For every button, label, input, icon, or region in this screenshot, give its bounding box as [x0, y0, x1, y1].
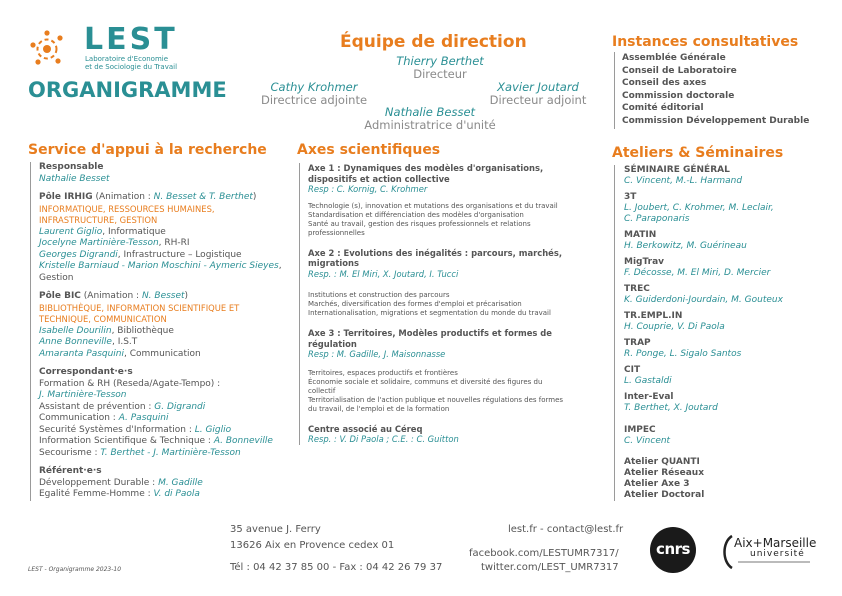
correspondent-line	[39, 436, 294, 448]
staff-name: Isabelle Dourilin	[39, 325, 112, 336]
staff-line	[39, 261, 294, 273]
pole-irhig	[39, 192, 294, 204]
staff-role: , Informatique	[102, 226, 166, 237]
deputy-director-1-role: Directrice adjointe	[260, 93, 368, 107]
axe-2-topic: Internationalisation, migrations et segmentation du monde du travail	[308, 309, 551, 317]
atelier-item: Atelier Doctoral	[624, 490, 705, 500]
correspondent-line	[39, 402, 294, 414]
staff-role: , RH-RI	[158, 238, 190, 248]
axe-2-topic: Institutions et construction des parcours	[308, 291, 450, 299]
lest-logo	[28, 22, 188, 76]
seminar-name: SÉMINAIRE GÉNÉRAL	[624, 165, 730, 175]
ateliers-title: Ateliers & Séminaires	[612, 145, 784, 161]
cnrs-logo	[650, 527, 696, 573]
axe-3-topic: Territoires, espaces productifs et frontières	[308, 368, 458, 377]
pole-irhig-animators: N. Besset & T. Berthet	[153, 192, 253, 202]
axe-1-title: Axe 1 : Dynamiques des modèles d'organisations,	[308, 163, 544, 173]
address-line-1: 35 avenue J. Ferry	[230, 524, 321, 535]
pole-bic-label: Pôle BIC	[39, 291, 81, 301]
atelier-item: Atelier QUANTI	[624, 457, 700, 467]
axes-title: Axes scientifiques	[297, 142, 441, 158]
deputy-director-1	[252, 81, 376, 107]
director-name: Thierry Berthet	[396, 54, 484, 68]
atelier-item: Atelier Réseaux	[624, 468, 704, 478]
staff-role: Gestion	[39, 272, 74, 283]
unit-administrator	[350, 106, 510, 132]
service-column	[30, 162, 294, 501]
pole-bic-animators: N. Besset	[141, 291, 185, 301]
amu-logo-text-2: université	[750, 549, 805, 559]
staff-line	[39, 326, 294, 338]
axe-1-topic: professionnelles	[308, 228, 365, 237]
correspondent-name: L. Giglio	[194, 424, 232, 435]
seminar-name: 3T	[624, 192, 637, 202]
seminar-name: TR.EMPL.IN	[624, 311, 683, 321]
axe-3-title: régulation	[308, 338, 357, 349]
instance-item: Commission Développement Durable	[622, 115, 810, 126]
axe-1-topic: Standardisation et différenciation des modèles d'organisation	[308, 210, 524, 219]
seminar-members: L. Gastaldi	[624, 376, 672, 386]
staff-role: , Communication	[124, 348, 201, 359]
pole-bic-domains: TECHNIQUE, COMMUNICATION	[39, 314, 167, 324]
amu-arc-icon	[720, 534, 734, 570]
amu-logo-text-1: Aix+Marseille	[734, 536, 817, 550]
seminar-members: F. Décosse, M. El Miri, D. Mercier	[624, 268, 771, 278]
correspondent-line: Formation & RH (Reseda/Agate-Tempo) :	[39, 378, 221, 389]
anim-suffix: )	[252, 192, 257, 202]
axe-1-title: dispositifs et action collective	[308, 173, 450, 184]
seminar-name: CIT	[624, 365, 641, 375]
service-title: Service d'appui à la recherche	[28, 142, 267, 158]
axe-1-topic: Santé au travail, gestion des risques professionnels et relations	[308, 219, 531, 228]
axe-3-topic: Économie sociale et solidaire, communs et diversité des figures du	[308, 377, 543, 386]
pole-irhig-label: Pôle IRHIG	[39, 192, 93, 202]
referents-label: Référent·e·s	[39, 466, 102, 476]
instances-title: Instances consultatives	[612, 34, 799, 50]
staff-name: Amaranta Pasquini	[39, 348, 125, 359]
seminar-members: H. Berkowitz, M. Guérineau	[624, 241, 747, 251]
cereq-resp: Resp. : V. Di Paola ; C.E. : C. Guitton	[308, 434, 459, 444]
referent-role: Egalité Femme-Homme :	[39, 489, 154, 499]
responsable-name: Nathalie Besset	[39, 173, 110, 184]
correspondent-role: Secourisme :	[39, 447, 101, 458]
unit-administrator-name: Nathalie Besset	[384, 105, 476, 119]
edition-note: LEST - Organigramme 2023-10	[28, 566, 122, 573]
axe-1-resp: Resp : C. Kornig, C. Krohmer	[308, 184, 428, 194]
axe-1-topic: Technologie (s), innovation et mutations des organisations et du travail	[308, 201, 558, 210]
pole-bic	[39, 291, 294, 303]
axe-3-topic: du travail, de l'emploi et de la formation	[308, 404, 450, 413]
cnrs-logo-text: cnrs	[656, 540, 690, 558]
lest-logo-icon	[28, 28, 82, 74]
seminar-name: Inter-Eval	[624, 392, 674, 402]
pole-bic-domains: BIBLIOTHÈQUE, INFORMATION SCIENTIFIQUE ET	[39, 302, 240, 313]
seminar-members: L. Joubert, C. Krohmer, M. Leclair,	[624, 203, 774, 213]
correspondent-name: A. Pasquini	[118, 413, 169, 423]
seminar-members: T. Berthet, X. Joutard	[624, 403, 718, 413]
staff-line	[39, 250, 294, 262]
cereq-title: Centre associé au Céreq	[308, 423, 423, 434]
seminar-members: H. Couprie, V. Di Paola	[624, 322, 725, 332]
correspondent-line	[39, 448, 294, 460]
deputy-director-1-name: Cathy Krohmer	[270, 80, 358, 94]
instances-list	[614, 52, 809, 129]
staff-name: Kristelle Barniaud - Marion Moschini - Aymeric Sieyes	[39, 261, 279, 271]
axe-2-topic: Marchés, diversification des formes d'emploi et précarisation	[308, 300, 522, 308]
correspondent-name: G. Digrandi	[154, 401, 206, 412]
staff-role: , I.S.T	[111, 337, 138, 347]
staff-role: , Bibliothèque	[111, 325, 174, 336]
correspondent-line	[39, 425, 294, 437]
staff-name: Jocelyne Martinière-Tesson	[39, 238, 159, 248]
correspondent-name: J. Martinière-Tesson	[39, 390, 127, 400]
referent-name: V. di Paola	[153, 489, 200, 499]
axe-2-title: migrations	[308, 258, 359, 268]
seminar-members: C. Vincent, M.-L. Harmand	[624, 176, 743, 186]
facebook-link[interactable]: facebook.com/LESTUMR7317/	[469, 548, 619, 559]
staff-name: Laurent Giglio	[39, 226, 103, 237]
correspondent-role: Information Scientifique & Technique :	[39, 436, 214, 446]
pole-irhig-domains: INFORMATIQUE, RESSOURCES HUMAINES,	[39, 203, 215, 214]
amu-logo-subline	[738, 561, 810, 563]
phone-fax: Tél : 04 42 37 85 00 - Fax : 04 42 26 79 37	[230, 562, 443, 573]
referent-name: M. Gadille	[158, 477, 203, 488]
staff-role: ,	[278, 261, 282, 271]
page-title: ORGANIGRAMME	[28, 78, 227, 102]
twitter-link[interactable]: twitter.com/LEST_UMR7317	[481, 562, 619, 573]
instance-item: Commission doctorale	[622, 90, 735, 101]
axes-column	[299, 163, 598, 445]
correspondent-line	[39, 413, 294, 425]
staff-line	[39, 337, 294, 349]
director	[370, 55, 510, 81]
referent-line	[39, 489, 294, 501]
correspondent-role: Communication :	[39, 413, 119, 423]
seminar-name: IMPEC	[624, 425, 656, 435]
axe-3-title: Axe 3 : Territoires, Modèles productifs et formes de	[308, 328, 552, 338]
axe-3-topic: collectif	[308, 386, 336, 395]
logo-tagline-1: Laboratoire d'Economie	[85, 55, 169, 63]
referent-role: Développement Durable :	[39, 477, 159, 488]
pole-irhig-domains: INFRASTRUCTURE, GESTION	[39, 215, 158, 225]
unit-administrator-role: Administratrice d'unité	[364, 118, 496, 132]
correspondent-name: T. Berthet - J. Martinière-Tesson	[100, 447, 241, 458]
deputy-director-2	[476, 81, 600, 107]
seminar-members: K. Guiderdoni-Jourdain, M. Gouteux	[624, 295, 783, 305]
direction-title: Équipe de direction	[340, 32, 527, 52]
logo-tagline-2: et de Sociologie du Travail	[85, 63, 178, 71]
seminar-members: C. Vincent	[624, 436, 671, 446]
anim-suffix: )	[184, 291, 189, 301]
address-line-2: 13626 Aix en Provence cedex 01	[230, 540, 395, 551]
correspondent-name: A. Bonneville	[213, 436, 273, 446]
logo-name: LEST	[84, 22, 178, 57]
staff-line	[39, 349, 294, 361]
seminar-members: R. Ponge, L. Sigalo Santos	[624, 349, 742, 359]
seminar-members: C. Paraponaris	[624, 214, 690, 224]
instance-item: Conseil des axes	[622, 78, 707, 89]
atelier-item: Atelier Axe 3	[624, 479, 690, 489]
correspondent-role: Assistant de prévention :	[39, 401, 155, 412]
deputy-director-2-name: Xavier Joutard	[497, 80, 579, 94]
anim-prefix: (Animation :	[92, 192, 154, 202]
correspondents-label: Correspondant·e·s	[39, 367, 133, 377]
seminar-name: TREC	[624, 284, 650, 294]
axe-2-resp: Resp. : M. El Miri, X. Joutard, I. Tucci	[308, 268, 459, 279]
anim-prefix: (Animation :	[80, 291, 142, 301]
instance-item: Assemblée Générale	[622, 53, 726, 63]
staff-line	[39, 227, 294, 239]
referent-line	[39, 478, 294, 490]
axe-2-title: Axe 2 : Evolutions des inégalités : parcours, marchés,	[308, 247, 563, 258]
instance-item: Conseil de Laboratoire	[622, 65, 737, 76]
correspondent-role: Securité Systèmes d'Information :	[39, 424, 195, 435]
director-role: Directeur	[413, 67, 467, 81]
responsable-label: Responsable	[39, 162, 104, 172]
seminar-name: MigTrav	[624, 257, 665, 267]
staff-role: , Infrastructure – Logistique	[117, 249, 242, 260]
staff-line	[39, 238, 294, 250]
ateliers-column	[614, 165, 824, 501]
seminar-name: MATIN	[624, 230, 657, 240]
website-contact[interactable]: lest.fr - contact@lest.fr	[508, 524, 624, 535]
instance-item: Comité éditorial	[622, 103, 704, 114]
axe-3-topic: Territorialisation de l'action publique et nouvelles régulations des formes	[308, 395, 564, 404]
deputy-director-2-role: Directeur adjoint	[489, 93, 587, 107]
seminar-name: TRAP	[624, 338, 651, 348]
staff-name: Georges Digrandi	[39, 249, 118, 260]
amu-logo	[720, 532, 820, 572]
axe-3-resp: Resp : M. Gadille, J. Maisonnasse	[308, 349, 446, 359]
staff-name: Anne Bonneville	[39, 337, 112, 347]
